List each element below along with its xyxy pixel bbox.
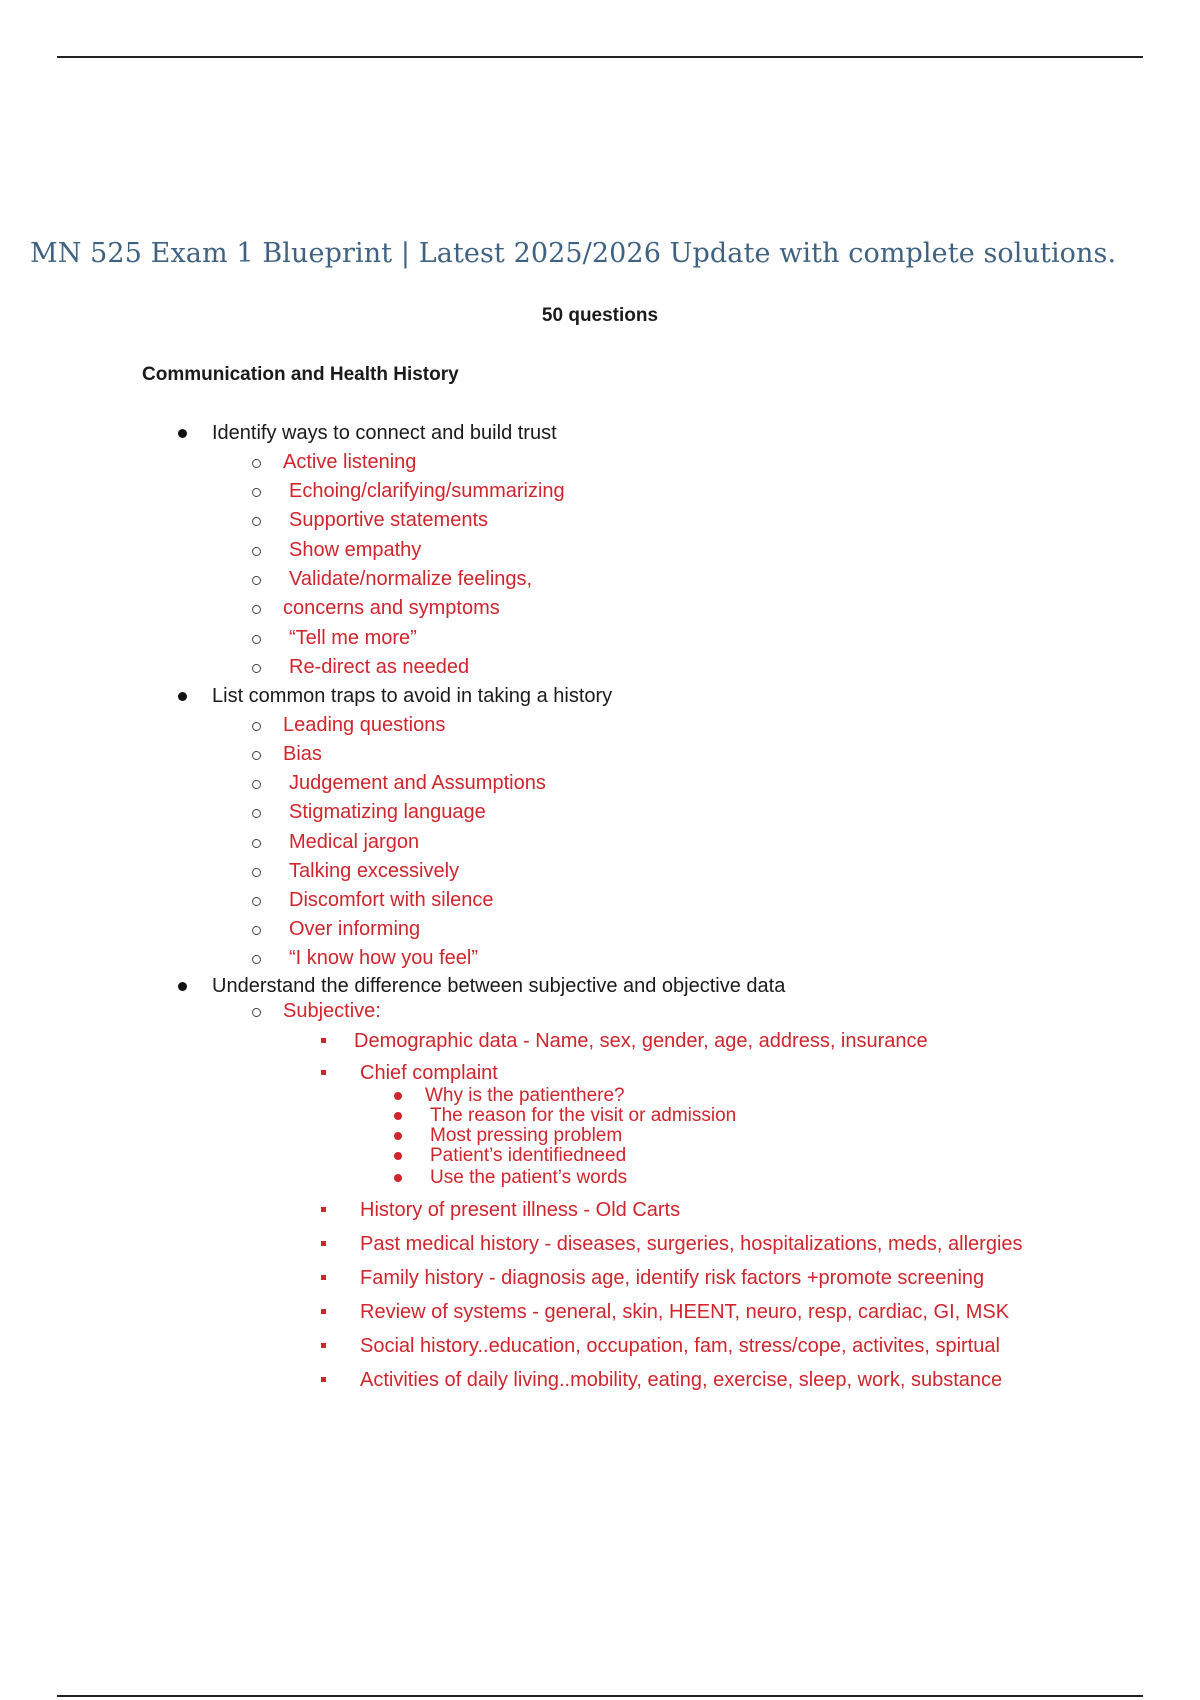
hollow-circle-icon	[252, 1008, 261, 1017]
bullet-icon	[178, 429, 187, 438]
sub-item	[289, 888, 494, 912]
bottom-rule	[57, 1695, 1143, 1697]
sub-item	[283, 450, 416, 474]
subjective-item-text: Chief complaint	[360, 1062, 498, 1084]
subjective-item	[360, 1368, 1002, 1392]
red-dot-icon	[394, 1132, 402, 1140]
red-dot-icon	[394, 1112, 402, 1120]
sub-item	[283, 713, 445, 737]
bullet-icon	[178, 982, 187, 991]
square-bullet-icon	[321, 1309, 326, 1314]
red-dot-icon	[394, 1092, 402, 1100]
subjective-item-text: Past medical history - diseases, surgeries, hospitalizations, meds, allergies	[360, 1233, 1023, 1255]
sub-item	[289, 859, 459, 883]
sub-item-text: Judgement and Assumptions	[289, 772, 546, 794]
sub-item	[289, 508, 488, 532]
sub-item-text: Active listening	[283, 451, 417, 473]
hollow-circle-icon	[252, 664, 261, 673]
sub-item-text: concerns and symptoms	[283, 597, 500, 619]
bullet-item	[212, 684, 612, 708]
section-heading: Communication and Health History	[142, 364, 459, 385]
sub-item-text: Re-direct as needed	[289, 656, 470, 678]
hollow-circle-icon	[252, 780, 261, 789]
chief-complaint-text: Why is the patienthere?	[425, 1085, 625, 1106]
sub-item	[283, 999, 381, 1023]
top-rule	[57, 56, 1143, 58]
hollow-circle-icon	[252, 751, 261, 760]
subjective-item	[360, 1300, 1009, 1324]
square-bullet-icon	[321, 1343, 326, 1348]
chief-complaint-text: Patient’s identifiedneed	[430, 1145, 627, 1166]
chief-complaint-item	[430, 1146, 626, 1166]
hollow-circle-icon	[252, 576, 261, 585]
sub-item	[289, 479, 565, 503]
hollow-circle-icon	[252, 722, 261, 731]
document-title: MN 525 Exam 1 Blueprint | Latest 2025/2026 Update with complete solutions.	[30, 238, 1117, 269]
hollow-circle-icon	[252, 635, 261, 644]
square-bullet-icon	[321, 1070, 326, 1075]
hollow-circle-icon	[252, 547, 261, 556]
hollow-circle-icon	[252, 897, 261, 906]
sub-item	[289, 771, 546, 795]
bullet-item	[212, 974, 785, 998]
sub-item	[283, 742, 322, 766]
sub-item	[283, 596, 500, 620]
hollow-circle-icon	[252, 517, 261, 526]
sub-item	[289, 800, 486, 824]
sub-item-text: Supportive statements	[289, 509, 488, 531]
sub-item-text: Show empathy	[289, 539, 422, 561]
square-bullet-icon	[321, 1241, 326, 1246]
square-bullet-icon	[321, 1377, 326, 1382]
subjective-item	[360, 1198, 680, 1222]
chief-complaint-text: Use the patient’s words	[430, 1167, 628, 1188]
sub-item	[289, 655, 469, 679]
sub-item-text: Validate/normalize feelings,	[289, 568, 533, 590]
sub-item-text: Stigmatizing language	[289, 801, 486, 823]
hollow-circle-icon	[252, 488, 261, 497]
sub-item	[289, 946, 478, 970]
sub-item-text: Echoing/clarifying/summarizing	[289, 480, 565, 502]
sub-item	[289, 917, 420, 941]
chief-complaint-text: The reason for the visit or admission	[430, 1105, 737, 1126]
subjective-item-text: Review of systems - general, skin, HEENT, neuro, resp, cardiac, GI, MSK	[360, 1301, 1010, 1323]
sub-item-text: “Tell me more”	[289, 627, 417, 649]
chief-complaint-text: Most pressing problem	[430, 1125, 623, 1146]
subjective-item-text: Demographic data - Name, sex, gender, age, address, insurance	[354, 1030, 928, 1052]
subjective-item-text: Family history - diagnosis age, identify risk factors +promote screening	[360, 1267, 985, 1289]
hollow-circle-icon	[252, 926, 261, 935]
sub-item	[289, 538, 421, 562]
red-dot-icon	[394, 1152, 402, 1160]
sub-item-text: Over informing	[289, 918, 421, 940]
square-bullet-icon	[321, 1275, 326, 1280]
hollow-circle-icon	[252, 459, 261, 468]
sub-item	[289, 830, 419, 854]
chief-complaint-item	[430, 1168, 627, 1188]
hollow-circle-icon	[252, 868, 261, 877]
subjective-item	[360, 1266, 984, 1290]
sub-item-text: “I know how you feel”	[289, 947, 478, 969]
hollow-circle-icon	[252, 955, 261, 964]
bullet-text: Understand the difference between subjective and objective data	[212, 975, 786, 997]
subjective-item	[360, 1061, 498, 1085]
sub-item	[289, 626, 417, 650]
bullet-text: Identify ways to connect and build trust	[212, 422, 557, 444]
hollow-circle-icon	[252, 605, 261, 614]
chief-complaint-item	[430, 1126, 622, 1146]
bullet-item	[212, 421, 557, 445]
sub-item-text: Bias	[283, 743, 322, 765]
square-bullet-icon	[321, 1038, 326, 1043]
chief-complaint-item	[425, 1086, 625, 1106]
bullet-text: List common traps to avoid in taking a history	[212, 685, 613, 707]
sub-item	[289, 567, 532, 591]
hollow-circle-icon	[252, 839, 261, 848]
square-bullet-icon	[321, 1207, 326, 1212]
subjective-item	[354, 1029, 928, 1053]
sub-item-text: Talking excessively	[289, 860, 460, 882]
chief-complaint-item	[430, 1106, 736, 1126]
red-dot-icon	[394, 1174, 402, 1182]
subjective-item	[360, 1232, 1023, 1256]
sub-item-text: Subjective:	[283, 1000, 381, 1022]
question-count: 50 questions	[541, 305, 659, 326]
sub-item-text: Leading questions	[283, 714, 446, 736]
sub-item-text: Discomfort with silence	[289, 889, 494, 911]
bullet-icon	[178, 692, 187, 701]
sub-item-text: Medical jargon	[289, 831, 420, 853]
subjective-item-text: History of present illness - Old Carts	[360, 1199, 681, 1221]
subjective-item-text: Activities of daily living..mobility, eating, exercise, sleep, work, substance	[360, 1369, 1003, 1391]
subjective-item	[360, 1334, 1000, 1358]
subjective-item-text: Social history..education, occupation, fam, stress/cope, activites, spirtual	[360, 1335, 1000, 1357]
hollow-circle-icon	[252, 809, 261, 818]
